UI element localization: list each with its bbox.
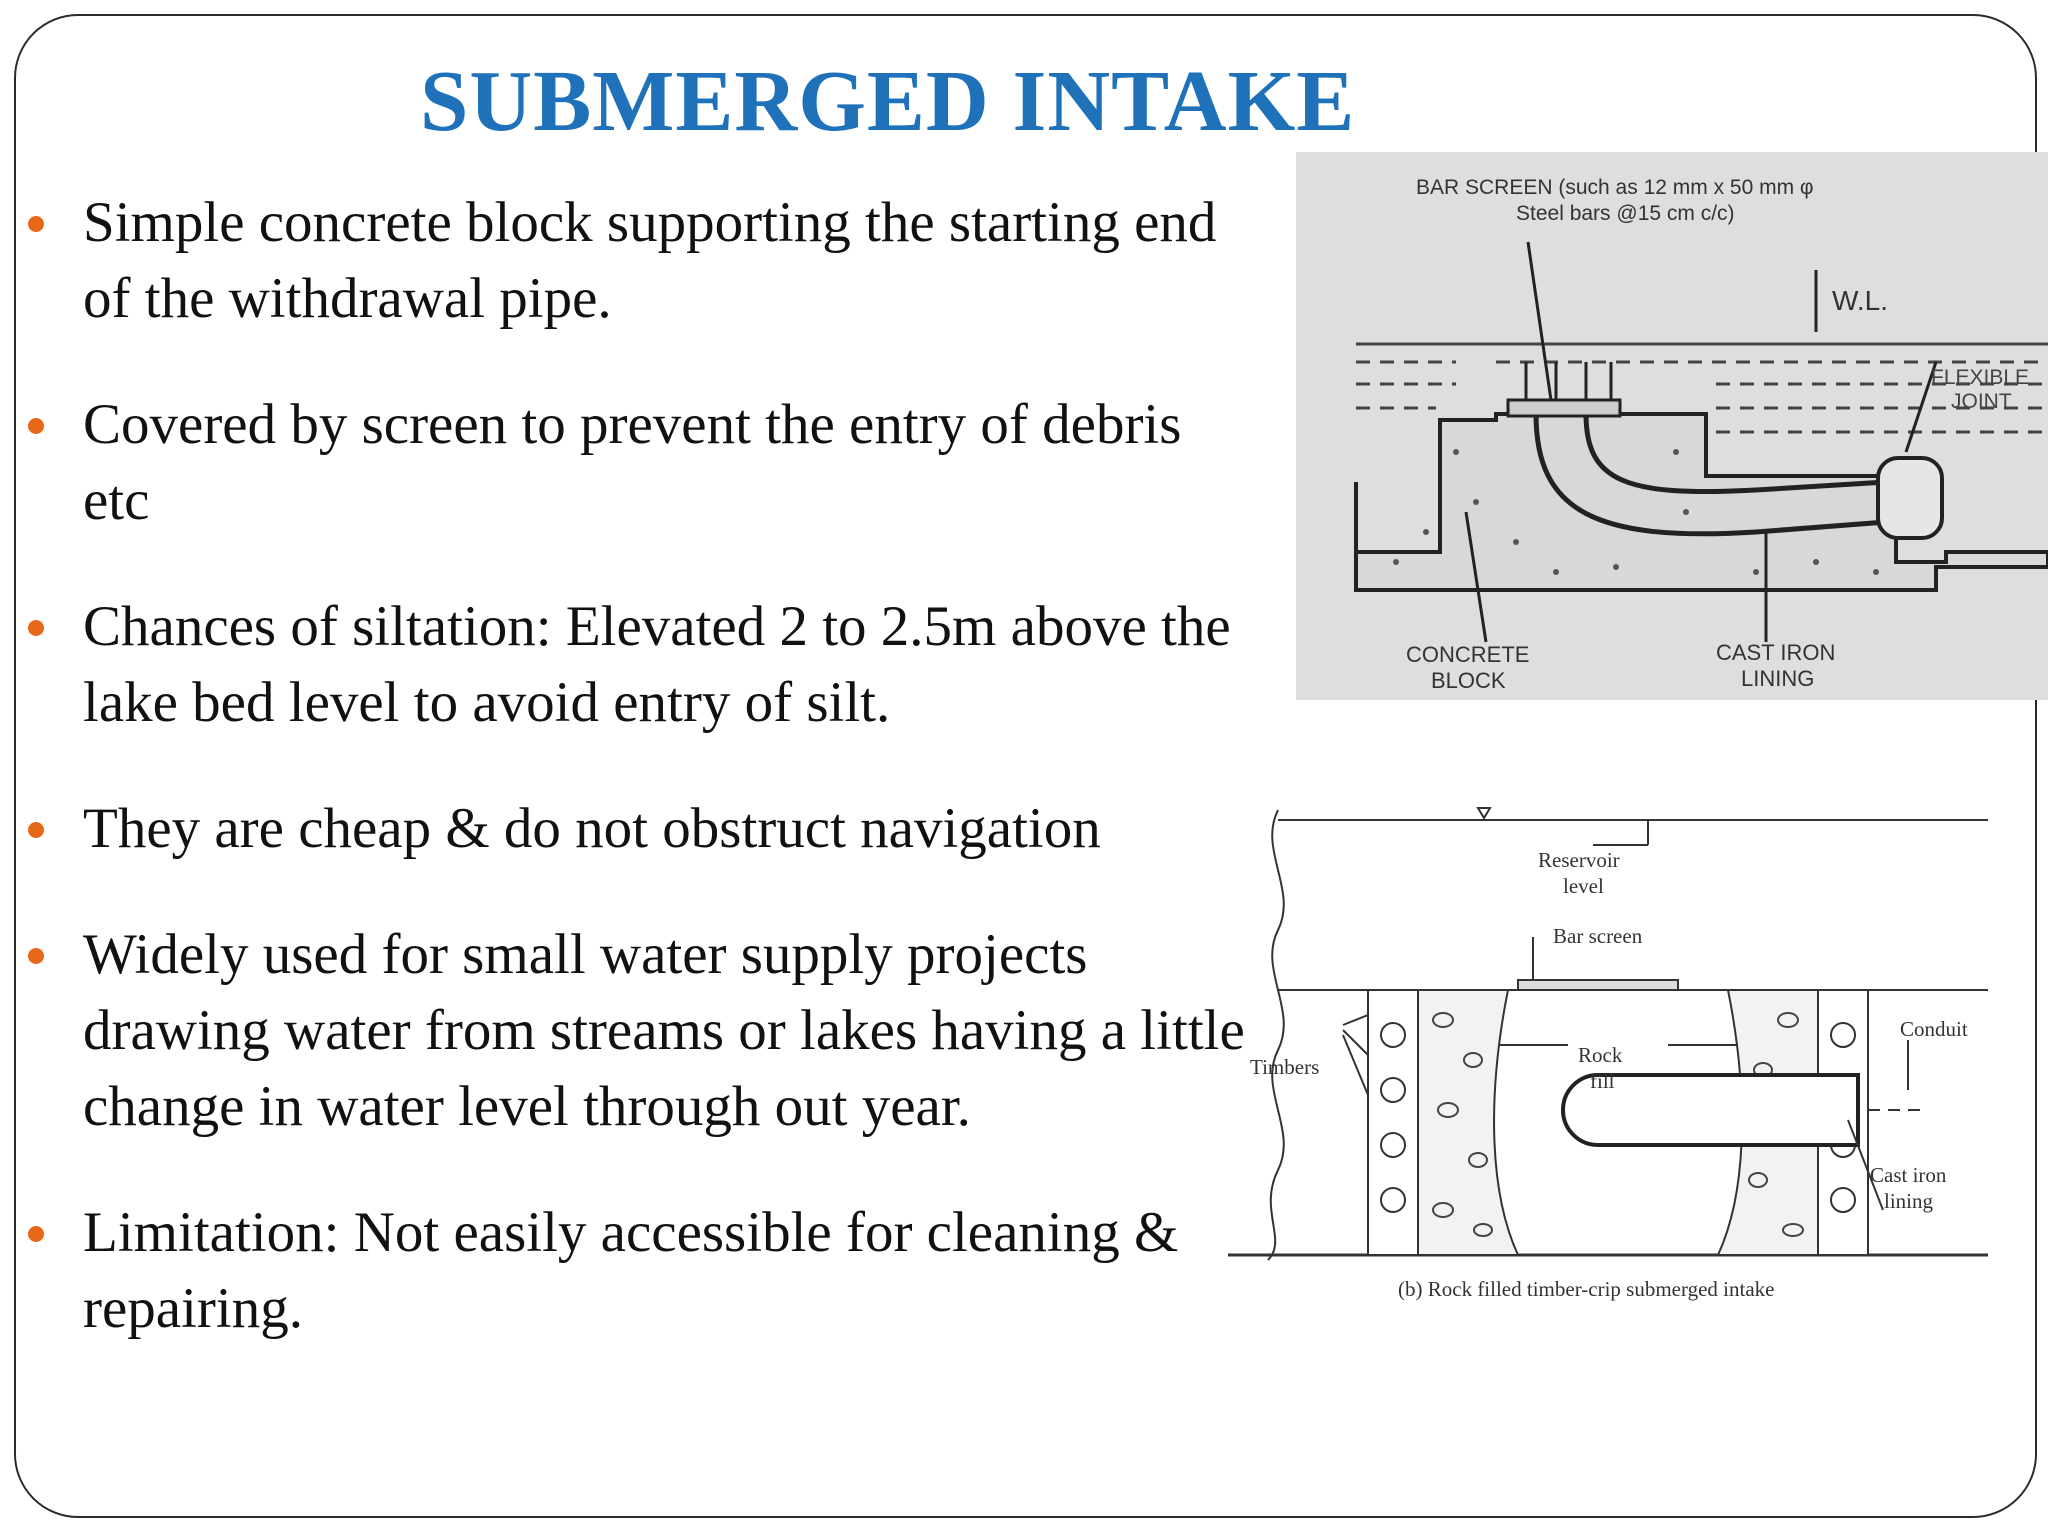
bar-screen-shape	[1508, 400, 1620, 416]
figure-caption: (b) Rock filled timber-crip submerged intake	[1398, 1277, 1775, 1301]
bar-screen-label: BAR SCREEN (such as 12 mm x 50 mm φ	[1416, 176, 1814, 199]
cast-iron-sublabel: lining	[1884, 1189, 1934, 1213]
rock-fill-label: Rock	[1578, 1043, 1623, 1067]
bullet-dot-icon	[28, 216, 44, 232]
bar-screen-shape	[1518, 980, 1678, 990]
bullet-item	[28, 917, 1268, 1145]
bullet-text: Limitation: Not easily accessible for cleaning & repairing.	[83, 1201, 1179, 1340]
slide-title: SUBMERGED INTAKE	[420, 52, 1356, 149]
conduit-label: Conduit	[1900, 1017, 1968, 1041]
reservoir-sublabel: level	[1563, 874, 1604, 898]
bullet-dot-icon	[28, 620, 44, 636]
bullet-text: They are cheap & do not obstruct navigation	[83, 797, 1101, 860]
reservoir-label: Reservoir	[1538, 848, 1620, 872]
water-edge-line	[1268, 810, 1284, 1260]
concrete-block-sublabel: BLOCK	[1431, 668, 1506, 693]
bullet-dot-icon	[28, 1226, 44, 1242]
bar-screen-sublabel: Steel bars @15 cm c/c)	[1516, 202, 1735, 225]
rock-fill-left	[1418, 990, 1518, 1255]
flexible-joint-shape	[1878, 458, 1942, 538]
bullet-dot-icon	[28, 418, 44, 434]
cast-iron-label: Cast iron	[1870, 1163, 1947, 1187]
water-level-label: W.L.	[1832, 285, 1889, 316]
flexible-joint-label: FLEXIBLE	[1931, 366, 2030, 389]
bar-screen-arrows	[1526, 362, 1611, 400]
bullet-item	[28, 387, 1268, 539]
bullet-item	[28, 791, 1268, 867]
bullet-list	[28, 185, 1268, 1347]
bullet-text: Widely used for small water supply projects drawing water from streams or lakes having a little change in water level through out year.	[83, 923, 1245, 1138]
cast-iron-sublabel: LINING	[1741, 666, 1815, 691]
bullet-text: Chances of siltation: Elevated 2 to 2.5m above the lake bed level to avoid entry of silt.	[83, 595, 1231, 734]
concrete-block-shape	[1356, 414, 2048, 590]
cast-iron-label: CAST IRON	[1716, 640, 1836, 665]
water-level-triangle-icon	[1478, 808, 1490, 818]
rock-filled-intake-diagram	[1228, 790, 1998, 1320]
flexible-joint-sublabel: JOINT	[1951, 390, 2012, 413]
submerged-intake-diagram	[1296, 152, 2048, 700]
bullet-dot-icon	[28, 948, 44, 964]
bullet-item	[28, 589, 1268, 741]
timber-wall-left	[1368, 990, 1418, 1255]
bullet-text: Covered by screen to prevent the entry of debris etc	[83, 393, 1182, 532]
timbers-label: Timbers	[1250, 1055, 1320, 1079]
bullet-text: Simple concrete block supporting the starting end of the withdrawal pipe.	[83, 191, 1217, 330]
bar-screen-label: Bar screen	[1553, 924, 1643, 948]
rock-fill-sublabel: fill	[1590, 1069, 1615, 1093]
bullet-dot-icon	[28, 822, 44, 838]
concrete-block-label: CONCRETE	[1406, 642, 1530, 667]
bullet-item	[28, 185, 1268, 337]
bullet-item	[28, 1195, 1268, 1347]
